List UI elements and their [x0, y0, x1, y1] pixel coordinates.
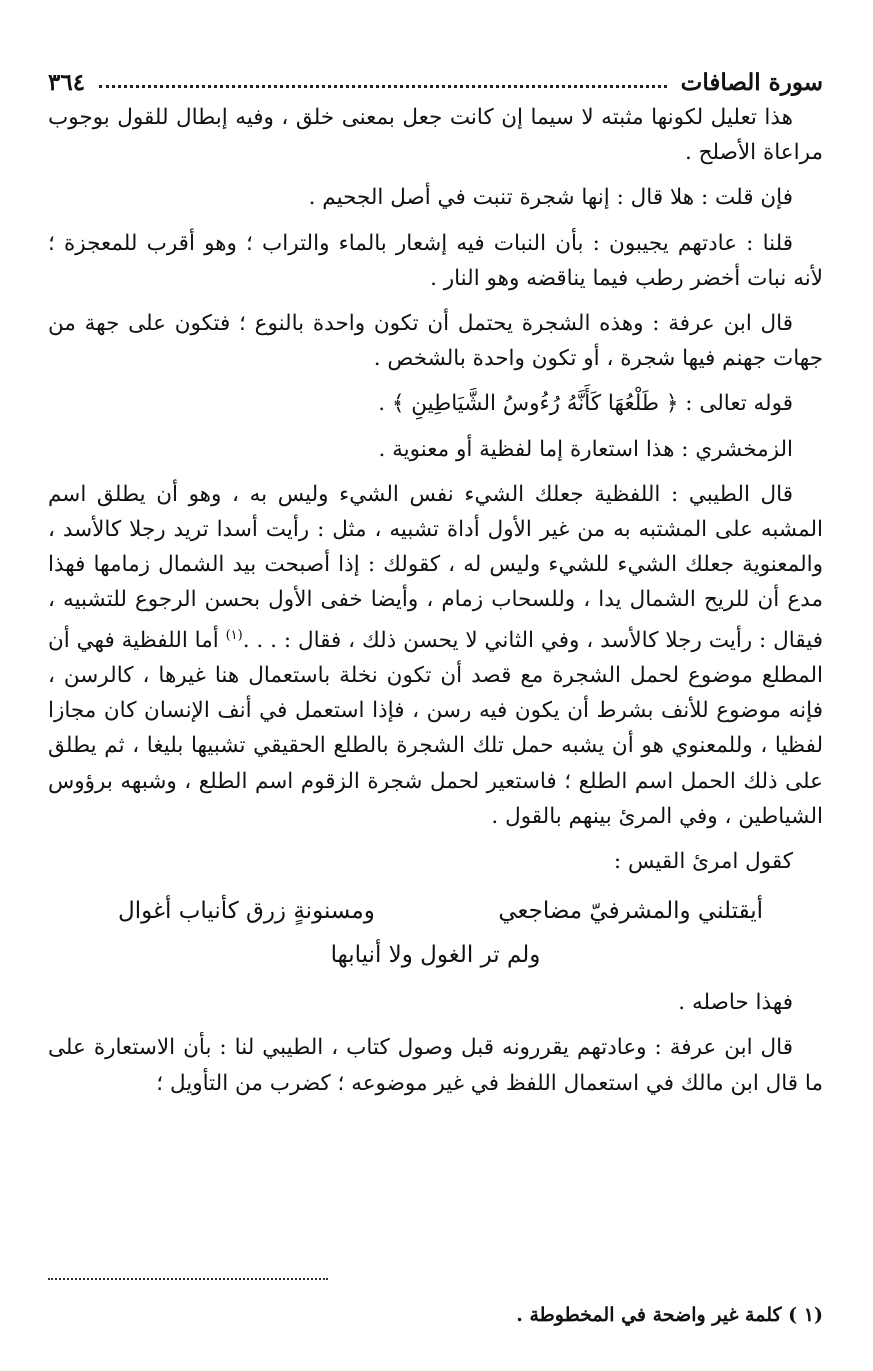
paragraph [48, 477, 823, 834]
header-dotted-rule [99, 85, 667, 88]
paragraph: هذا تعليل لكونها مثبته لا سيما إن كانت جعل بمعنى خلق ، وفيه إبطال للقول بوجوب مراعاة الأصلح . [48, 105, 823, 166]
paragraph-text: قال الطيبي : اللفظية جعلك الشيء نفس الشيء وليس به ، وهو أن يطلق اسم المشبه على المشتبه به من غير الأول أداة تشبيه ، مثل : رأيت أسدا تريد رجلا كالأسد ، والمعنوية جعلك الشيء للشيء وليس له ، كقولك : إذا أصبحت بيد الشمال زمامها فهذا مدع أن للريح الشمال يدا ، وللسحاب زمام ، وأيضا خفى الأول بحسن الرجوع للتشبيه ، فيقال : رأيت رجلا كالأسد ، وفي الثاني لا يحسن ذلك ، فقال : . . . [48, 481, 823, 653]
page-header [48, 64, 823, 100]
poem-verse: ولم تر الغول ولا أنيابها [330, 942, 541, 969]
poem-verse [48, 889, 823, 933]
paragraph: فهذا حاصله . [678, 990, 793, 1016]
surah-title: سورة الصافات [680, 68, 823, 96]
paragraph: فإن قلت : هلا قال : إنها شجرة تنبت في أصل الجحيم . [308, 185, 793, 211]
paragraph: كقول امرئ القيس : [613, 849, 793, 875]
footnote-reference: (١) [225, 627, 243, 643]
paragraph: قال ابن عرفة : وعادتهم يقررونه قبل وصول كتاب ، الطيبي لنا : بأن الاستعارة على ما قال ابن مالك في استعمال اللفظ في غير موضوعه ؛ كضرب من التأويل ؛ [48, 1035, 823, 1096]
page-body [48, 100, 823, 1101]
quran-verse-paragraph: قوله تعالى : ﴿ طَلْعُهَا كَأَنَّهُ رُءُوسُ الشَّيَاطِينِ ﴾ . [378, 391, 793, 417]
paragraph: قلنا : عادتهم يجيبون : بأن النبات فيه إشعار بالماء والتراب ؛ وهو أقرب للمعجزة ؛ لأنه نبات أخضر رطب فيما يناقضه وهو النار . [48, 230, 823, 291]
poem [48, 889, 823, 977]
paragraph: قال ابن عرفة : وهذه الشجرة يحتمل أن تكون واحدة بالنوع ؛ فتكون على جهة من جهات جهنم فيها شجرة ، أو تكون واحدة بالشخص . [48, 311, 823, 372]
footnote-separator [48, 1278, 328, 1280]
paragraph: الزمخشري : هذا استعارة إما لفظية أو معنوية . [378, 436, 793, 462]
hemistich-second: ومسنونةٍ زرق كأنياب أغوال [118, 898, 375, 925]
page-number: ٣٦٤ [48, 68, 86, 96]
footnote: (١ ) كلمة غير واضحة في المخطوطة . [516, 1304, 823, 1326]
hemistich-first: أيقتلني والمشرفيّ مضاجعي [498, 898, 763, 925]
paragraph-text: أما اللفظية فهي أن المطلع موضوع لحمل الشجرة مع قصد أن تكون نخلة باستعمال هنا غيرها ، كالرسن ، فإنه موضوع للأنف بشرط أن يكون فيه رسن ، فإذا استعمل في أنف الإنسان كان مجازا لفظيا ، وللمعنوي هو أن يشبه حمل تلك الشجرة بالطلع الحقيقي تشبيها بليغا ، ثم يطلق على ذلك الحمل اسم الطلع ؛ فاستعير لحمل شجرة الزقوم اسم الطلع ، وشبهه برؤوس الشياطين ، وفي المرئ بينهم بالقول . [48, 627, 823, 829]
